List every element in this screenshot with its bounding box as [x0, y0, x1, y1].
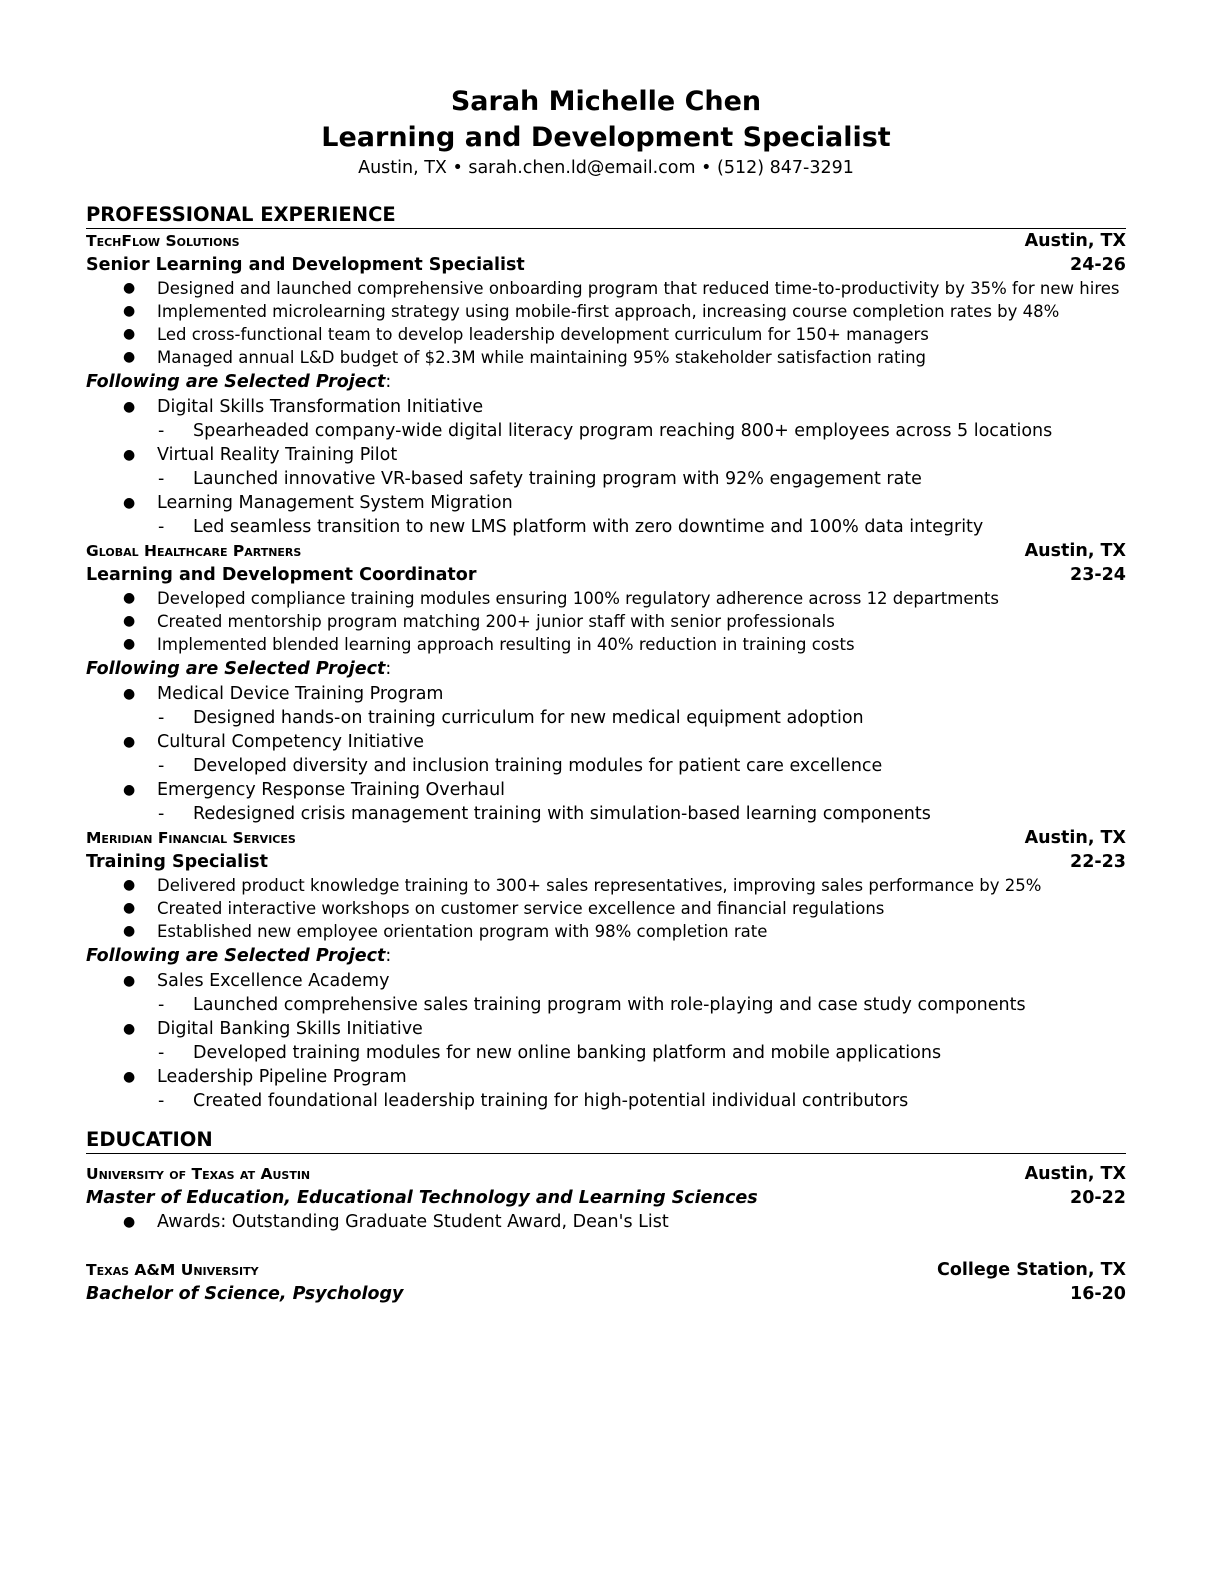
candidate-name: Sarah Michelle Chen — [450, 86, 762, 117]
degree: Bachelor of Science, Psychology — [86, 1284, 404, 1304]
project-detail: - Developed training modules for new online banking platform and mobile applications — [86, 1041, 1126, 1065]
project-name: ● Medical Device Training Program — [86, 682, 1126, 706]
job-dates: 22-23 — [1070, 852, 1126, 872]
resume-page — [86, 84, 1126, 1306]
job-bullet: ● Delivered product knowledge training to 300+ sales representatives, improving sales performance by 25% — [86, 874, 1126, 897]
project-detail: - Redesigned crisis management training with simulation-based learning components — [86, 802, 1126, 826]
job-entry — [86, 826, 1126, 1113]
education-dates: 20-22 — [1070, 1188, 1126, 1208]
selected-projects-label: Following are Selected Project: — [86, 372, 392, 392]
job-role: Senior Learning and Development Specialist — [86, 255, 525, 275]
project-detail: - Launched comprehensive sales training program with role-playing and case study components — [86, 993, 1126, 1017]
candidate-title: Learning and Development Specialist — [321, 122, 891, 153]
project-name: ● Virtual Reality Training Pilot — [86, 443, 1126, 467]
job-location: Austin, TX — [1024, 828, 1126, 848]
degree: Master of Education, Educational Technology and Learning Sciences — [86, 1188, 758, 1208]
job-bullet: ● Implemented blended learning approach resulting in 40% reduction in training costs — [86, 633, 1126, 656]
job-bullet: ● Created mentorship program matching 200+ junior staff with senior professionals — [86, 610, 1126, 633]
job-bullet: ● Led cross-functional team to develop leadership development curriculum for 150+ managers — [86, 323, 1126, 346]
job-bullet: ● Established new employee orientation program with 98% completion rate — [86, 920, 1126, 943]
project-name: ● Sales Excellence Academy — [86, 969, 1126, 993]
job-role: Training Specialist — [86, 852, 268, 872]
project-name: ● Leadership Pipeline Program — [86, 1065, 1126, 1089]
education-entry — [86, 1258, 1126, 1306]
project-detail: - Created foundational leadership training for high-potential individual contributors — [86, 1089, 1126, 1113]
selected-projects-label: Following are Selected Project: — [86, 946, 392, 966]
job-bullet: ● Created interactive workshops on customer service excellence and financial regulations — [86, 897, 1126, 920]
job-role: Learning and Development Coordinator — [86, 565, 477, 585]
education-heading: EDUCATION — [86, 1127, 1126, 1154]
company-name: Global Healthcare Partners — [86, 542, 302, 560]
job-dates: 23-24 — [1070, 565, 1126, 585]
job-location: Austin, TX — [1024, 231, 1126, 251]
job-entry — [86, 539, 1126, 826]
project-name: ● Emergency Response Training Overhaul — [86, 778, 1126, 802]
school-name: Texas A&M University — [86, 1261, 259, 1279]
contact-line: Austin, TX • sarah.chen.ld@email.com • (512) 847-3291 — [358, 158, 854, 178]
project-detail: - Launched innovative VR-based safety training program with 92% engagement rate — [86, 467, 1126, 491]
experience-heading: PROFESSIONAL EXPERIENCE — [86, 202, 1126, 229]
job-bullet: ● Developed compliance training modules ensuring 100% regulatory adherence across 12 departments — [86, 587, 1126, 610]
job-entry — [86, 229, 1126, 539]
project-name: ● Cultural Competency Initiative — [86, 730, 1126, 754]
project-detail: - Spearheaded company-wide digital literacy program reaching 800+ employees across 5 locations — [86, 419, 1126, 443]
school-name: University of Texas at Austin — [86, 1165, 311, 1183]
project-name: ● Digital Skills Transformation Initiative — [86, 395, 1126, 419]
project-detail: - Designed hands-on training curriculum for new medical equipment adoption — [86, 706, 1126, 730]
school-location: Austin, TX — [1024, 1164, 1126, 1184]
education-entry — [86, 1162, 1126, 1234]
job-bullet: ● Managed annual L&D budget of $2.3M while maintaining 95% stakeholder satisfaction rating — [86, 346, 1126, 369]
awards-bullet: ● Awards: Outstanding Graduate Student Award, Dean's List — [86, 1210, 1126, 1234]
job-location: Austin, TX — [1024, 541, 1126, 561]
school-location: College Station, TX — [936, 1260, 1126, 1280]
company-name: TechFlow Solutions — [86, 232, 240, 250]
company-name: Meridian Financial Services — [86, 829, 296, 847]
project-detail: - Led seamless transition to new LMS platform with zero downtime and 100% data integrity — [86, 515, 1126, 539]
job-bullet: ● Designed and launched comprehensive onboarding program that reduced time-to-productivity by 35% for new hires — [86, 277, 1126, 300]
resume-header — [86, 84, 1126, 180]
education-dates: 16-20 — [1070, 1284, 1126, 1304]
selected-projects-label: Following are Selected Project: — [86, 659, 392, 679]
job-dates: 24-26 — [1070, 255, 1126, 275]
project-name: ● Learning Management System Migration — [86, 491, 1126, 515]
job-bullet: ● Implemented microlearning strategy using mobile-first approach, increasing course completion rates by 48% — [86, 300, 1126, 323]
project-name: ● Digital Banking Skills Initiative — [86, 1017, 1126, 1041]
project-detail: - Developed diversity and inclusion training modules for patient care excellence — [86, 754, 1126, 778]
